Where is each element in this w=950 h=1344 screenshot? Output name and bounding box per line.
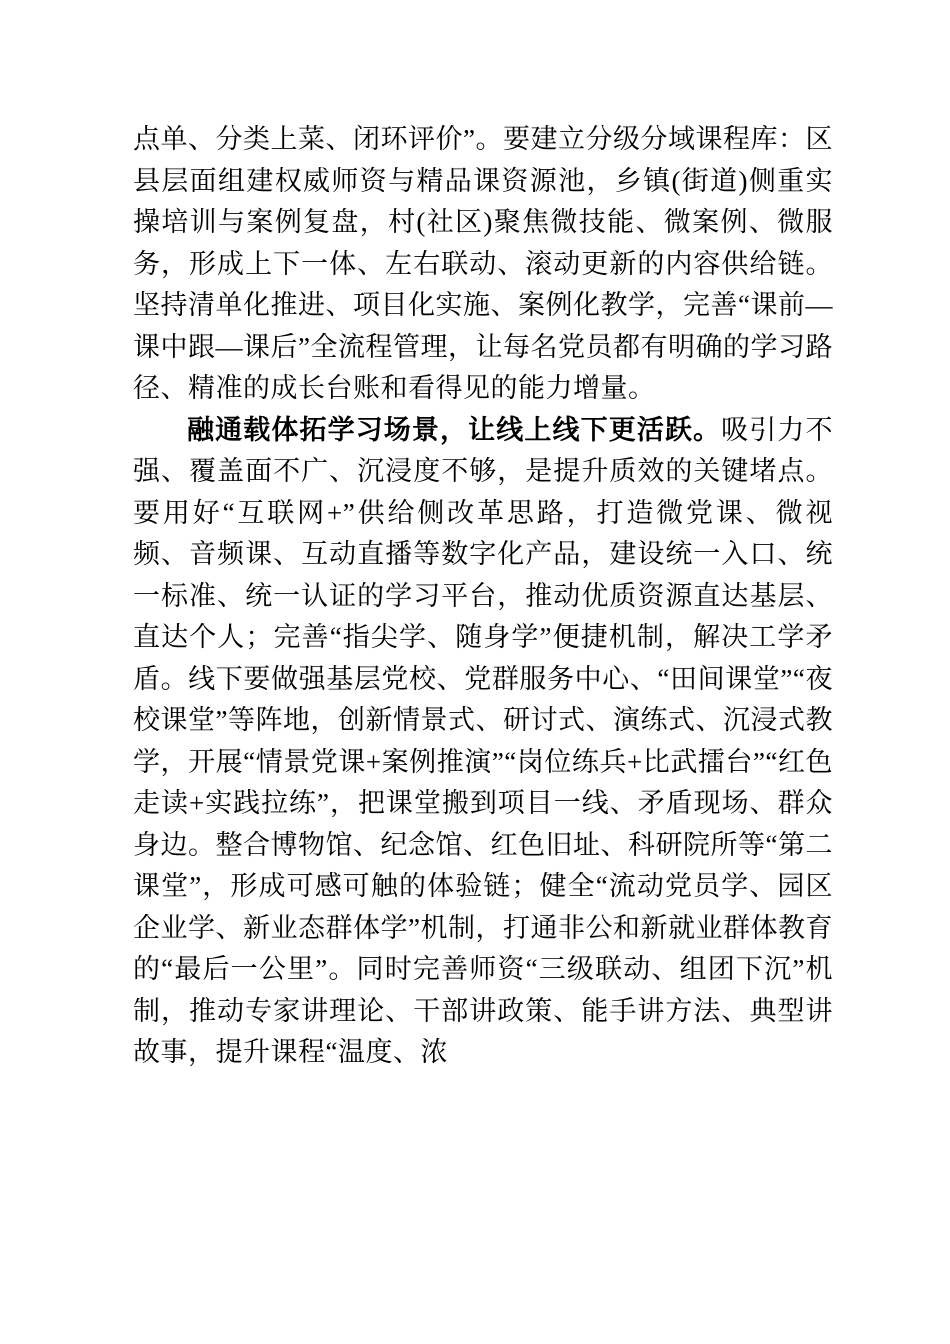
- paragraph-2-bold-lead: 融通载体拓学习场景，让线上线下更活跃。: [187, 414, 722, 445]
- paragraph-2: [133, 410, 833, 1074]
- document-body: [133, 119, 833, 1074]
- paragraph-continuation: [133, 119, 833, 410]
- paragraph-2-text: 吸引力不强、覆盖面不广、沉浸度不够，是提升质效的关键堵点。要用好“互联网+”供给侧改革思路，打造微党课、微视频、音频课、互动直播等数字化产品，建设统一入口、统一标准、统一认证的学习平台，推动优质资源直达基层、直达个人；完善“指尖学、随身学”便捷机制，解决工学矛盾。线下要做强基层党校、党群服务中心、“田间课堂”“夜校课堂”等阵地，创新情景式、研讨式、演练式、沉浸式教学，开展“情景党课+案例推演”“岗位练兵+比武擂台”“红色走读+实践拉练”，把课堂搬到项目一线、矛盾现场、群众身边。整合博物馆、纪念馆、红色旧址、科研院所等“第二课堂”，形成可感可触的体验链；健全“流动党员学、园区企业学、新业态群体学”机制，打通非公和新就业群体教育的“最后一公里”。同时完善师资“三级联动、组团下沉”机制，推动专家讲理论、干部讲政策、能手讲方法、典型讲故事，提升课程“温度、浓: [133, 414, 834, 1067]
- paragraph-1-text: 点单、分类上菜、闭环评价”。要建立分级分域课程库：区县层面组建权威师资与精品课资源池，乡镇(街道)侧重实操培训与案例复盘，村(社区)聚焦微技能、微案例、微服务，形成上下一体、左右联动、滚动更新的内容供给链。坚持清单化推进、项目化实施、案例化教学，完善“课前—课中跟—课后”全流程管理，让每名党员都有明确的学习路径、精准的成长台账和看得见的能力增量。: [133, 124, 833, 403]
